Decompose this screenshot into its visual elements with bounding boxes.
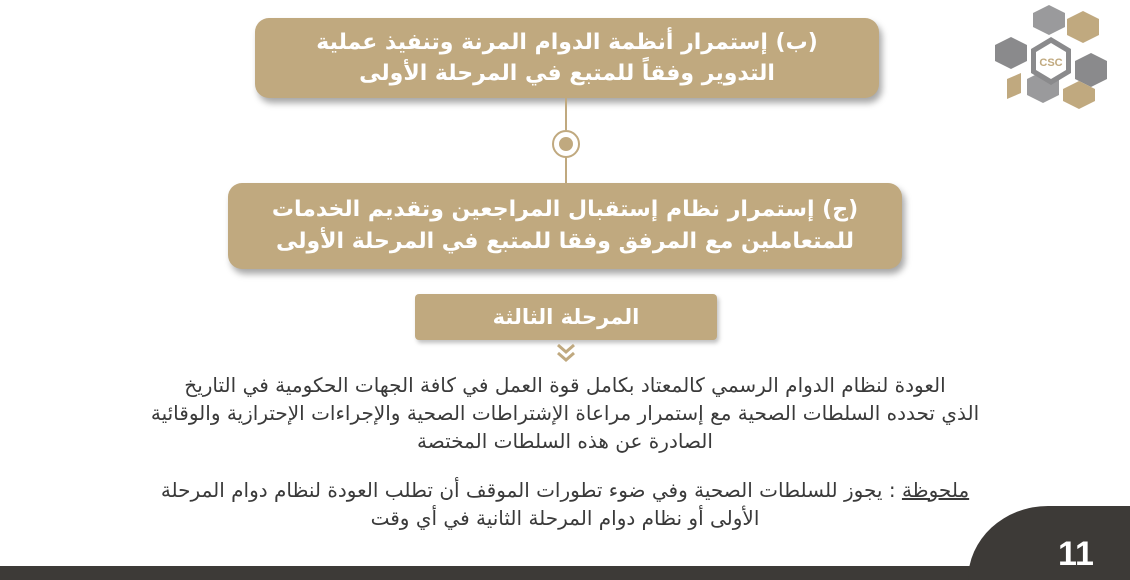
logo-text: CSC <box>1039 57 1063 69</box>
item-c-box <box>228 183 902 269</box>
double-chevron-down-icon <box>555 343 577 367</box>
phase-three-title <box>415 294 717 340</box>
phase-three-description <box>70 371 1060 455</box>
phase-three-label: المرحلة الثالثة <box>492 304 640 329</box>
csc-logo <box>993 5 1111 109</box>
item-b-box <box>255 18 879 98</box>
note-line2: الأولى أو نظام دوام المرحلة الثانية في أي وقت <box>370 506 760 530</box>
item-b-line1: (ب) إستمرار أنظمة الدوام المرنة وتنفيذ عملية <box>316 30 818 55</box>
description-line3: الصادرة عن هذه السلطات المختصة <box>417 429 713 453</box>
description-line2: الذي تحدده السلطات الصحية مع إستمرار مراعاة الإشتراطات الصحية والإجراءات الإحترازية والوقائية <box>150 401 980 425</box>
footer-bar <box>0 566 1130 580</box>
item-b-line2: التدوير وفقاً للمتبع في المرحلة الأولى <box>359 61 775 86</box>
note-paragraph <box>70 476 1060 532</box>
note-label: ملحوظة <box>901 478 970 502</box>
page-number: 11 <box>1058 535 1094 573</box>
connector-line-bottom <box>565 156 567 183</box>
note-line1 <box>70 476 1060 504</box>
item-c-line1: (ج) إستمرار نظام إستقبال المراجعين وتقديم الخدمات <box>271 197 859 222</box>
note-text-line1: : يجوز للسلطات الصحية وفي ضوء تطورات الموقف أن تطلب العودة لنظام دوام المرحلة <box>160 478 902 502</box>
connector-line-top <box>565 98 567 130</box>
item-c-line2: للمتعاملين مع المرفق وفقا للمتبع في المرحلة الأولى <box>275 229 855 254</box>
description-line1: العودة لنظام الدوام الرسمي كالمعتاد بكامل قوة العمل في كافة الجهات الحكومية في التاريخ <box>184 373 946 397</box>
connector-node-icon <box>552 130 580 158</box>
